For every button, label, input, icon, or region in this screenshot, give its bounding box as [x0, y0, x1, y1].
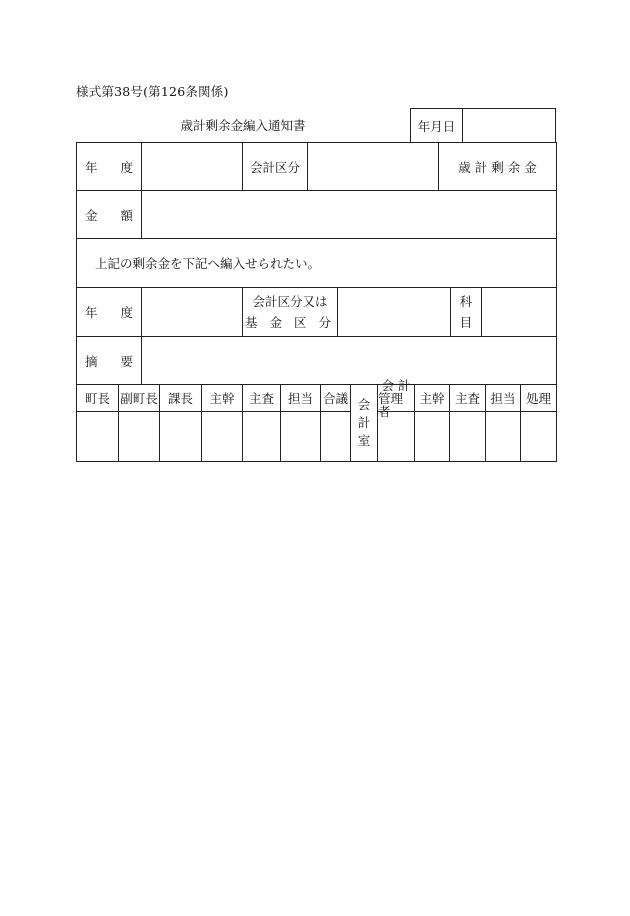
stamp-box-processing[interactable] — [520, 411, 557, 462]
transfer-year-label — [76, 287, 142, 337]
approval-header-inspector-right: 主査 — [449, 384, 486, 412]
stamp-box-accounting-manager[interactable] — [377, 411, 415, 462]
amount-label-b: 額 — [120, 207, 133, 223]
stamp-box-consultation[interactable] — [320, 411, 351, 462]
stamp-box-inspector[interactable] — [242, 411, 281, 462]
approval-header-deputy-mayor: 副町長 — [118, 384, 160, 412]
amount-label — [76, 190, 142, 239]
date-label: 年月日 — [411, 109, 463, 142]
transfer-year-value[interactable] — [141, 287, 243, 337]
transfer-statement: 上記の剰余金を下記へ編入せられたい。 — [76, 238, 557, 288]
stamp-box-deputy-mayor[interactable] — [118, 411, 160, 462]
accounting-manager-line1: 会 計 — [381, 377, 411, 393]
transfer-year-label-b: 度 — [120, 305, 133, 320]
fiscal-year-label-b: 度 — [120, 159, 133, 175]
accounting-office-char-2: 計 — [357, 415, 371, 430]
approval-header-staff: 担当 — [280, 384, 321, 412]
approval-header-mayor: 町長 — [76, 384, 119, 412]
accounting-manager-line2: 管理者 — [378, 390, 404, 419]
approval-header-accounting-manager — [377, 377, 415, 419]
approval-header-supervisor: 主幹 — [201, 384, 243, 412]
amount-value[interactable] — [141, 190, 557, 239]
fiscal-year-value[interactable] — [141, 142, 243, 191]
division-or-fund-line1: 会計区分又は — [252, 294, 328, 309]
stamp-box-inspector-right[interactable] — [449, 411, 486, 462]
subject-label-a: 科 — [459, 294, 473, 309]
stamp-box-mayor[interactable] — [76, 411, 119, 462]
division-or-fund-label — [242, 287, 338, 337]
transfer-year-label-a: 年 — [85, 305, 98, 320]
remarks-value[interactable] — [141, 336, 557, 385]
form-title: 歳計剰余金編入通知書 — [180, 118, 306, 133]
subject-label — [450, 287, 482, 337]
remarks-label — [76, 336, 142, 385]
date-box — [410, 108, 556, 142]
form-caption: 様式第38号(第126条関係) — [76, 84, 229, 99]
accounting-office-char-3: 室 — [357, 433, 371, 448]
remarks-label-b: 要 — [120, 353, 133, 369]
stamp-box-supervisor-right[interactable] — [414, 411, 450, 462]
subject-value[interactable] — [481, 287, 557, 337]
division-or-fund-value[interactable] — [337, 287, 451, 337]
title-row — [76, 108, 556, 142]
form-table — [76, 142, 557, 462]
approval-header-consultation: 合議 — [320, 384, 351, 412]
stamp-box-section-chief[interactable] — [159, 411, 202, 462]
approval-header-supervisor-right: 主幹 — [414, 384, 450, 412]
accounting-office-char-1: 会 — [357, 397, 371, 412]
fiscal-year-label — [76, 142, 142, 191]
accounting-division-label: 会計区分 — [242, 142, 308, 191]
remarks-label-a: 摘 — [85, 353, 98, 369]
stamp-box-supervisor[interactable] — [201, 411, 243, 462]
surplus-label: 歳 計 剰 余 金 — [438, 142, 557, 191]
accounting-office-label — [350, 384, 378, 462]
stamp-box-staff-right[interactable] — [485, 411, 521, 462]
fiscal-year-label-a: 年 — [85, 159, 98, 175]
approval-header-processing: 処理 — [520, 384, 557, 412]
accounting-division-value[interactable] — [307, 142, 439, 191]
approval-header-staff-right: 担当 — [485, 384, 521, 412]
approval-header-inspector: 主査 — [242, 384, 281, 412]
subject-label-b: 目 — [459, 315, 473, 330]
stamp-box-staff[interactable] — [280, 411, 321, 462]
division-or-fund-line2: 基 金 区 分 — [245, 315, 335, 330]
approval-header-section-chief: 課長 — [159, 384, 202, 412]
amount-label-a: 金 — [85, 207, 98, 223]
